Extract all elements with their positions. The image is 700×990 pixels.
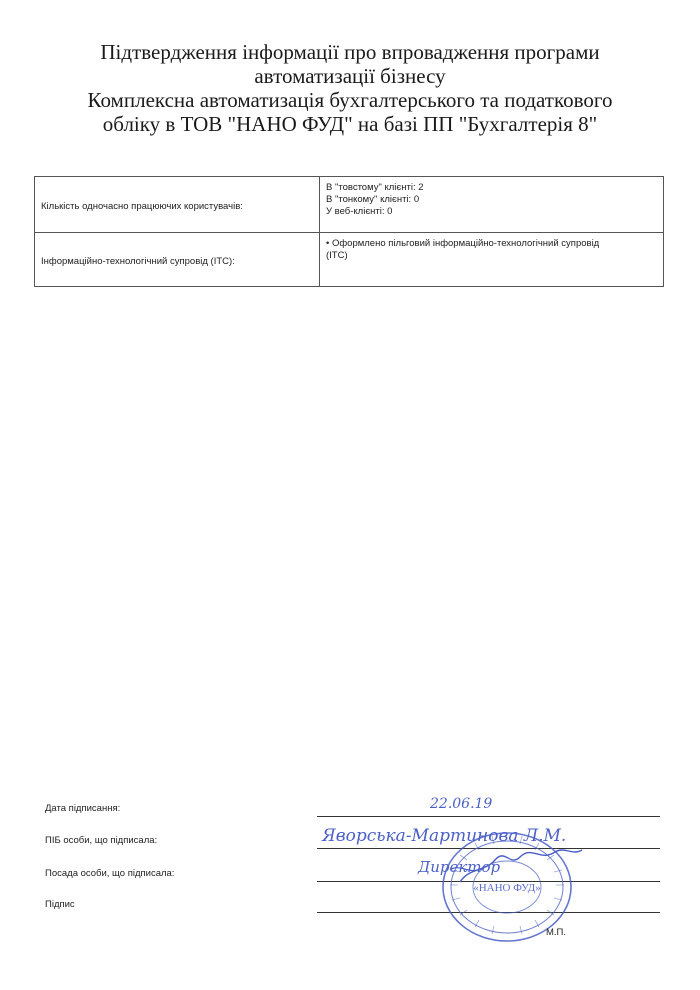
date-label: Дата підписання: [45, 803, 121, 814]
its-value-line-2: (ІТС) [326, 250, 348, 261]
its-label: Інформаційно-технологічний супровід (ІТС): [35, 233, 320, 287]
title-line-3: Комплексна автоматизація бухгалтерського та податкового [87, 88, 613, 112]
mp-label: М.П. [546, 927, 567, 938]
position-label: Посада особи, що підписала: [45, 868, 175, 879]
info-table [34, 176, 664, 287]
table-row-users [35, 177, 664, 233]
handwritten-name: Яворська-Мартинова Л.М. [322, 826, 567, 846]
title-line-4: обліку в ТОВ "НАНО ФУД" на базі ПП "Бухгалтерія 8" [102, 112, 598, 136]
handwritten-position: Директор [418, 858, 501, 876]
users-label: Кількість одночасно працюючих користувачів: [35, 177, 320, 233]
document-title [30, 40, 670, 136]
handwritten-date: 22.06.19 [430, 796, 493, 812]
stamp-center-text: «НАНО ФУД» [473, 882, 541, 894]
users-values [320, 177, 664, 233]
title-line-2: автоматизації бізнесу [254, 64, 446, 88]
its-values [320, 233, 664, 287]
title-line-1: Підтвердження інформації про впровадження програми [100, 40, 600, 64]
its-value-line-1: • Оформлено пільговий інформаційно-технологічний супровід [326, 238, 600, 249]
web-client-value: У веб-клієнті: 0 [326, 206, 393, 217]
sign-label: Підпис [45, 899, 75, 910]
table-row-its [35, 233, 664, 287]
thin-client-value: В "тонкому" клієнті: 0 [326, 194, 420, 205]
thick-client-value: В "товстому" клієнті: 2 [326, 182, 424, 193]
name-label: ПІБ особи, що підписала: [45, 835, 158, 846]
